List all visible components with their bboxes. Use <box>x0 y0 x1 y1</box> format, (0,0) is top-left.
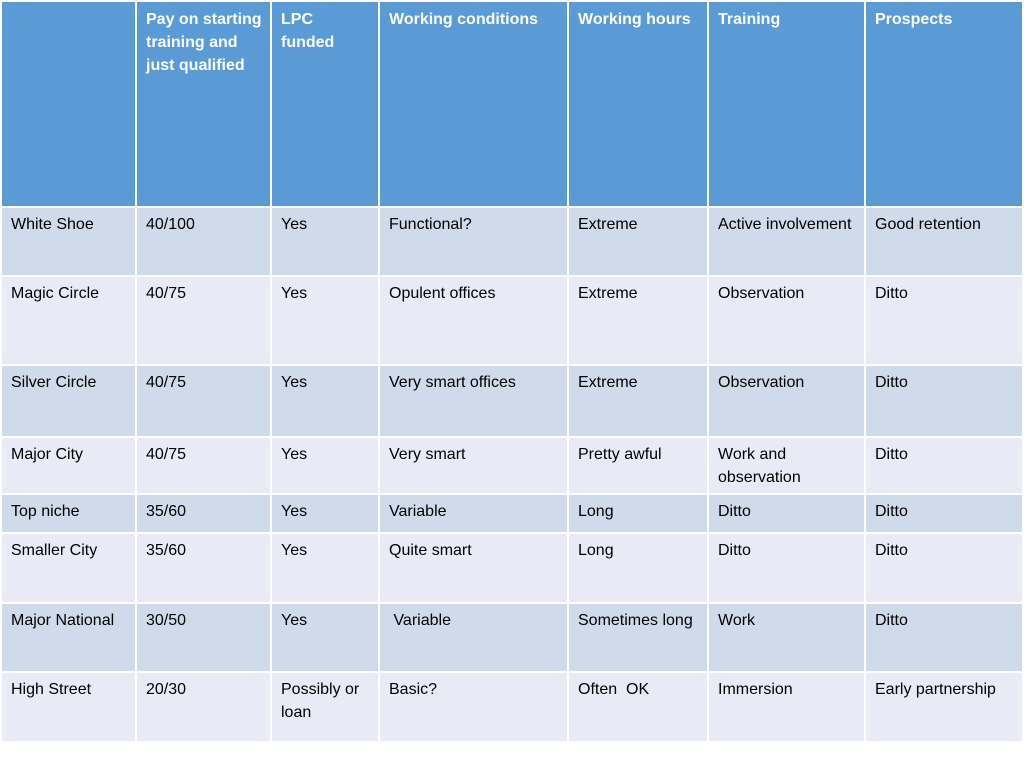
training-cell: Immersion <box>708 672 865 742</box>
pay-cell: 35/60 <box>136 533 271 603</box>
header-cell-training: Training <box>708 1 865 207</box>
conditions-cell: Basic? <box>379 672 568 742</box>
training-cell: Work <box>708 603 865 672</box>
pay-cell: 20/30 <box>136 672 271 742</box>
prospects-cell: Ditto <box>865 533 1023 603</box>
lpc-cell: Yes <box>271 207 379 276</box>
table-row <box>1 494 1023 533</box>
prospects-cell: Ditto <box>865 494 1023 533</box>
pay-cell: 40/100 <box>136 207 271 276</box>
prospects-cell: Ditto <box>865 437 1023 494</box>
hours-cell: Long <box>568 494 708 533</box>
table-row <box>1 437 1023 494</box>
pay-cell: 30/50 <box>136 603 271 672</box>
pay-cell: 40/75 <box>136 437 271 494</box>
table-row <box>1 207 1023 276</box>
row-label-cell: Smaller City <box>1 533 136 603</box>
header-row <box>1 1 1023 207</box>
row-label-cell: Top niche <box>1 494 136 533</box>
header-cell-working-hours: Working hours <box>568 1 708 207</box>
conditions-cell: Opulent offices <box>379 276 568 365</box>
lpc-cell: Yes <box>271 533 379 603</box>
pay-cell: 40/75 <box>136 276 271 365</box>
header-cell-firm-type <box>1 1 136 207</box>
lpc-cell: Yes <box>271 494 379 533</box>
table-row <box>1 533 1023 603</box>
conditions-cell: Very smart <box>379 437 568 494</box>
hours-cell: Often OK <box>568 672 708 742</box>
hours-cell: Pretty awful <box>568 437 708 494</box>
header-cell-lpc-funded: LPC funded <box>271 1 379 207</box>
header-cell-working-conditions: Working conditions <box>379 1 568 207</box>
table-row <box>1 276 1023 365</box>
pay-cell: 40/75 <box>136 365 271 437</box>
hours-cell: Long <box>568 533 708 603</box>
conditions-cell: Quite smart <box>379 533 568 603</box>
table-row <box>1 365 1023 437</box>
lpc-cell: Yes <box>271 365 379 437</box>
header-cell-prospects: Prospects <box>865 1 1023 207</box>
row-label-cell: Magic Circle <box>1 276 136 365</box>
row-label-cell: White Shoe <box>1 207 136 276</box>
training-cell: Active involvement <box>708 207 865 276</box>
conditions-cell: Functional? <box>379 207 568 276</box>
training-cell: Ditto <box>708 494 865 533</box>
lpc-cell: Possibly or loan <box>271 672 379 742</box>
hours-cell: Extreme <box>568 276 708 365</box>
row-label-cell: Silver Circle <box>1 365 136 437</box>
row-label-cell: High Street <box>1 672 136 742</box>
training-cell: Work and observation <box>708 437 865 494</box>
prospects-cell: Early partnership <box>865 672 1023 742</box>
row-label-cell: Major City <box>1 437 136 494</box>
lpc-cell: Yes <box>271 603 379 672</box>
hours-cell: Extreme <box>568 207 708 276</box>
prospects-cell: Ditto <box>865 276 1023 365</box>
hours-cell: Sometimes long <box>568 603 708 672</box>
training-cell: Ditto <box>708 533 865 603</box>
conditions-cell: Variable <box>379 494 568 533</box>
header-cell-pay: Pay on starting training and just qualified <box>136 1 271 207</box>
lpc-cell: Yes <box>271 437 379 494</box>
prospects-cell: Ditto <box>865 365 1023 437</box>
training-cell: Observation <box>708 365 865 437</box>
lpc-cell: Yes <box>271 276 379 365</box>
hours-cell: Extreme <box>568 365 708 437</box>
prospects-cell: Good retention <box>865 207 1023 276</box>
table-row <box>1 603 1023 672</box>
conditions-cell: Very smart offices <box>379 365 568 437</box>
table-row <box>1 672 1023 742</box>
training-cell: Observation <box>708 276 865 365</box>
pay-cell: 35/60 <box>136 494 271 533</box>
row-label-cell: Major National <box>1 603 136 672</box>
prospects-cell: Ditto <box>865 603 1023 672</box>
conditions-cell: Variable <box>379 603 568 672</box>
